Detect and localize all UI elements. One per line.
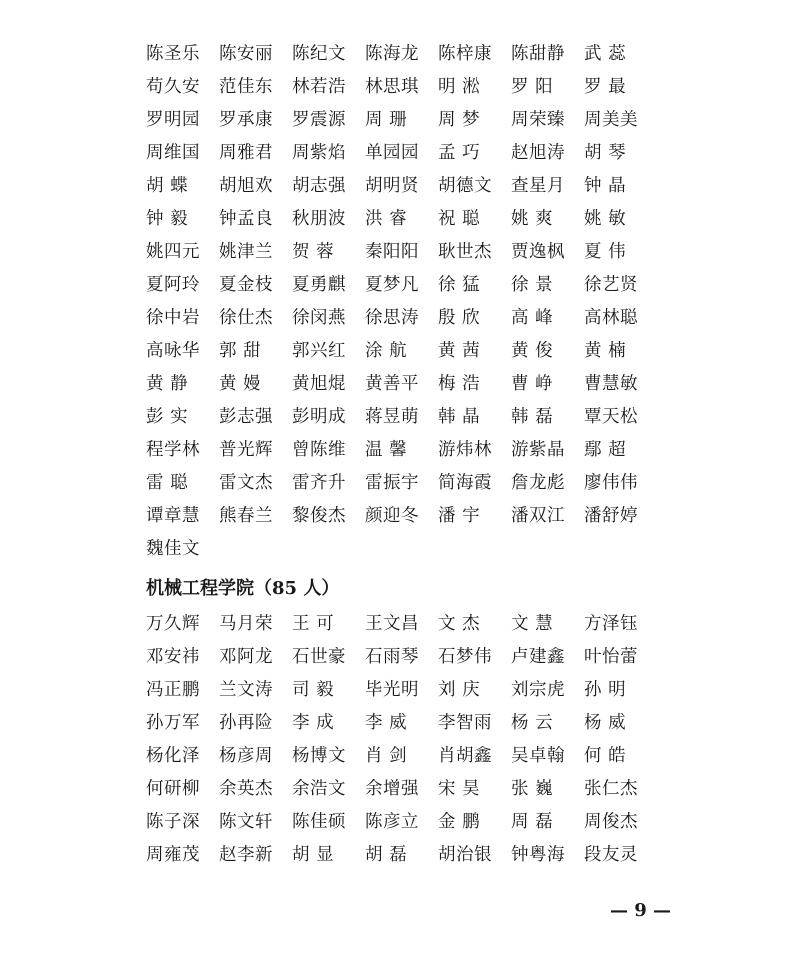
name-entry: 徐闵燕 [292, 308, 346, 328]
name-row [146, 467, 656, 500]
name-entry: 韩 磊 [511, 407, 554, 427]
name-row [146, 434, 656, 467]
name-entry: 徐中岩 [146, 308, 200, 328]
name-entry: 司 毅 [292, 680, 335, 700]
name-row [146, 71, 656, 104]
name-entry: 夏金枝 [219, 275, 273, 295]
name-entry: 殷 欣 [438, 308, 481, 328]
name-row [146, 269, 656, 302]
name-entry: 钟 毅 [146, 209, 189, 229]
name-row [146, 236, 656, 269]
name-entry: 石雨琴 [365, 647, 419, 667]
name-entry: 姚四元 [146, 242, 200, 262]
name-entry: 姚 爽 [511, 209, 554, 229]
name-entry: 杨博文 [292, 746, 346, 766]
name-entry: 明 淞 [438, 77, 481, 97]
name-entry: 王 可 [292, 614, 335, 634]
name-entry: 潘舒婷 [584, 506, 638, 526]
name-entry: 胡志强 [292, 176, 346, 196]
name-entry: 肖胡鑫 [438, 746, 492, 766]
name-row [146, 368, 656, 401]
name-entry: 黄 俊 [511, 341, 554, 361]
name-entry: 邓安祎 [146, 647, 200, 667]
name-entry: 余浩文 [292, 779, 346, 799]
name-entry: 高咏华 [146, 341, 200, 361]
name-entry: 陈甜静 [511, 44, 565, 64]
name-entry: 单园园 [365, 143, 419, 163]
name-entry: 邓阿龙 [219, 647, 273, 667]
name-entry: 周雅君 [219, 143, 273, 163]
name-row [146, 104, 656, 137]
name-entry: 陈子深 [146, 812, 200, 832]
name-entry: 周 珊 [365, 110, 408, 130]
name-entry: 黄 茜 [438, 341, 481, 361]
name-entry: 徐 景 [511, 275, 554, 295]
name-entry: 刘 庆 [438, 680, 481, 700]
name-entry: 叶怡蕾 [584, 647, 638, 667]
name-entry: 徐思涛 [365, 308, 419, 328]
name-entry: 彭明成 [292, 407, 346, 427]
name-entry: 游紫晶 [511, 440, 565, 460]
name-entry: 赵旭涛 [511, 143, 565, 163]
name-entry: 曾陈维 [292, 440, 346, 460]
name-entry: 何 皓 [584, 746, 627, 766]
name-entry: 周维国 [146, 143, 200, 163]
name-entry: 彭 实 [146, 407, 189, 427]
name-entry: 高 峰 [511, 308, 554, 328]
name-row [146, 674, 656, 707]
name-entry: 彭志强 [219, 407, 273, 427]
name-entry: 胡 蝶 [146, 176, 189, 196]
name-entry: 潘 宇 [438, 506, 481, 526]
name-entry: 陈纪文 [292, 44, 346, 64]
name-entry: 詹龙彪 [511, 473, 565, 493]
name-row [146, 839, 656, 872]
name-entry: 姚津兰 [219, 242, 273, 262]
name-entry: 廖伟伟 [584, 473, 638, 493]
name-entry: 程学林 [146, 440, 200, 460]
name-entry: 陈佳硕 [292, 812, 346, 832]
name-entry: 雷振宇 [365, 473, 419, 493]
name-row [146, 773, 656, 806]
name-entry: 周美美 [584, 110, 638, 130]
name-entry: 肖 剑 [365, 746, 408, 766]
name-entry: 毕光明 [365, 680, 419, 700]
name-entry: 钟粤海 [511, 845, 565, 865]
name-entry: 黎俊杰 [292, 506, 346, 526]
name-entry: 孙万军 [146, 713, 200, 733]
name-entry: 夏 伟 [584, 242, 627, 262]
name-entry: 潘双江 [511, 506, 565, 526]
name-entry: 徐艺贤 [584, 275, 638, 295]
name-entry: 赵李新 [219, 845, 273, 865]
page-number: — 9 — [610, 900, 672, 921]
name-entry: 杨 云 [511, 713, 554, 733]
name-entry: 雷齐升 [292, 473, 346, 493]
name-entry: 方泽钰 [584, 614, 638, 634]
name-entry: 文 杰 [438, 614, 481, 634]
name-entry: 普光辉 [219, 440, 273, 460]
name-entry: 余英杰 [219, 779, 273, 799]
name-entry: 洪 睿 [365, 209, 408, 229]
name-entry: 查星月 [511, 176, 565, 196]
name-entry: 周俊杰 [584, 812, 638, 832]
name-entry: 李智雨 [438, 713, 492, 733]
name-entry: 杨化泽 [146, 746, 200, 766]
name-entry: 万久辉 [146, 614, 200, 634]
name-entry: 周 磊 [511, 812, 554, 832]
name-entry: 鄢 超 [584, 440, 627, 460]
name-entry: 马月荣 [219, 614, 273, 634]
name-row [146, 740, 656, 773]
name-entry: 段友灵 [584, 845, 638, 865]
name-entry: 苟久安 [146, 77, 200, 97]
name-entry: 罗震源 [292, 110, 346, 130]
name-entry: 黄 嫚 [219, 374, 262, 394]
name-entry: 陈文轩 [219, 812, 273, 832]
name-entry: 徐仕杰 [219, 308, 273, 328]
name-entry: 卢建鑫 [511, 647, 565, 667]
name-entry: 周紫焰 [292, 143, 346, 163]
name-entry: 武 蕊 [584, 44, 627, 64]
name-row [146, 170, 656, 203]
name-entry: 韩 晶 [438, 407, 481, 427]
name-row [146, 608, 656, 641]
name-entry: 曹 峥 [511, 374, 554, 394]
name-entry: 石梦伟 [438, 647, 492, 667]
name-entry: 曹慧敏 [584, 374, 638, 394]
name-entry: 吴卓翰 [511, 746, 565, 766]
name-entry: 贺 蓉 [292, 242, 335, 262]
name-entry: 李 威 [365, 713, 408, 733]
name-entry: 杨 威 [584, 713, 627, 733]
name-entry: 覃天松 [584, 407, 638, 427]
name-entry: 黄旭焜 [292, 374, 346, 394]
name-entry: 郭兴红 [292, 341, 346, 361]
name-entry: 夏勇麒 [292, 275, 346, 295]
name-row [146, 38, 656, 71]
name-row [146, 401, 656, 434]
name-entry: 孙 明 [584, 680, 627, 700]
name-entry: 罗承康 [219, 110, 273, 130]
name-entry: 涂 航 [365, 341, 408, 361]
name-entry: 周雍茂 [146, 845, 200, 865]
name-entry: 刘宗虎 [511, 680, 565, 700]
name-row [146, 707, 656, 740]
name-row [146, 203, 656, 236]
name-entry: 林思琪 [365, 77, 419, 97]
name-entry: 秦阳阳 [365, 242, 419, 262]
name-entry: 颜迎冬 [365, 506, 419, 526]
name-entry: 魏佳文 [146, 539, 200, 559]
name-entry: 陈海龙 [365, 44, 419, 64]
name-entry: 梅 浩 [438, 374, 481, 394]
name-entry: 黄 楠 [584, 341, 627, 361]
name-entry: 罗 阳 [511, 77, 554, 97]
name-entry: 宋 昊 [438, 779, 481, 799]
name-entry: 胡明贤 [365, 176, 419, 196]
name-row [146, 500, 656, 533]
name-entry: 秋朋波 [292, 209, 346, 229]
name-entry: 周 梦 [438, 110, 481, 130]
name-entry: 杨彦周 [219, 746, 273, 766]
name-entry: 兰文涛 [219, 680, 273, 700]
name-entry: 钟孟良 [219, 209, 273, 229]
name-list-section-one [146, 38, 656, 566]
name-entry: 陈圣乐 [146, 44, 200, 64]
name-list-section-two [146, 608, 656, 872]
name-entry: 林若浩 [292, 77, 346, 97]
name-entry: 胡治银 [438, 845, 492, 865]
name-entry: 钟 晶 [584, 176, 627, 196]
name-entry: 高林聪 [584, 308, 638, 328]
name-entry: 石世豪 [292, 647, 346, 667]
name-entry: 余增强 [365, 779, 419, 799]
name-entry: 罗 最 [584, 77, 627, 97]
name-entry: 胡 显 [292, 845, 335, 865]
name-entry: 何研柳 [146, 779, 200, 799]
name-entry: 范佳东 [219, 77, 273, 97]
name-entry: 张仁杰 [584, 779, 638, 799]
name-row [146, 806, 656, 839]
name-row [146, 335, 656, 368]
name-row [146, 302, 656, 335]
name-entry: 文 慧 [511, 614, 554, 634]
name-entry: 周荣臻 [511, 110, 565, 130]
name-entry: 陈梓康 [438, 44, 492, 64]
name-entry: 耿世杰 [438, 242, 492, 262]
name-entry: 雷文杰 [219, 473, 273, 493]
name-entry: 夏阿玲 [146, 275, 200, 295]
name-entry: 金 鹏 [438, 812, 481, 832]
name-entry: 徐 猛 [438, 275, 481, 295]
name-entry: 孟 巧 [438, 143, 481, 163]
name-entry: 李 成 [292, 713, 335, 733]
name-entry: 张 巍 [511, 779, 554, 799]
name-entry: 王文昌 [365, 614, 419, 634]
name-entry: 祝 聪 [438, 209, 481, 229]
name-entry: 贾逸枫 [511, 242, 565, 262]
name-entry: 冯正鹏 [146, 680, 200, 700]
name-entry: 胡旭欢 [219, 176, 273, 196]
name-entry: 郭 甜 [219, 341, 262, 361]
name-entry: 夏梦凡 [365, 275, 419, 295]
name-entry: 胡 琴 [584, 143, 627, 163]
name-entry: 雷 聪 [146, 473, 189, 493]
name-row [146, 137, 656, 170]
name-entry: 罗明园 [146, 110, 200, 130]
name-entry: 熊春兰 [219, 506, 273, 526]
name-row [146, 533, 656, 566]
name-entry: 陈彦立 [365, 812, 419, 832]
name-entry: 谭章慧 [146, 506, 200, 526]
name-entry: 简海霞 [438, 473, 492, 493]
name-entry: 蒋昱萌 [365, 407, 419, 427]
name-entry: 游炜林 [438, 440, 492, 460]
name-entry: 温 馨 [365, 440, 408, 460]
name-row [146, 641, 656, 674]
name-entry: 胡 磊 [365, 845, 408, 865]
name-entry: 陈安丽 [219, 44, 273, 64]
name-entry: 黄 静 [146, 374, 189, 394]
name-entry: 孙再险 [219, 713, 273, 733]
name-entry: 姚 敏 [584, 209, 627, 229]
name-entry: 黄善平 [365, 374, 419, 394]
section-heading-mechanical-engineering: 机械工程学院（85 人） [146, 578, 340, 599]
name-entry: 胡德文 [438, 176, 492, 196]
